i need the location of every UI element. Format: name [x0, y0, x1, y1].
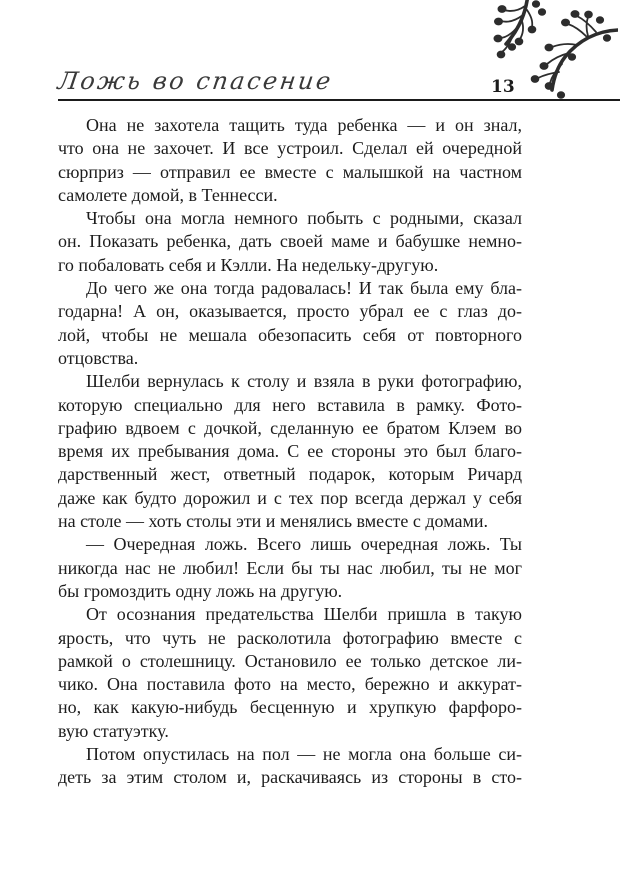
text-line: он. Показать ребенка, дать своей маме и бабушке немно- [58, 231, 522, 252]
paragraph [58, 603, 522, 743]
text-line: но, как какую-нибудь бесценную и хрупкую фарфоро- [58, 697, 522, 718]
text-line: сюрприз — отправил ее вместе с малышкой на частном [58, 161, 522, 182]
text-line: на столе — хоть столы эти и менялись вместе с домами. [58, 511, 488, 532]
paragraph [58, 207, 522, 277]
text-line: го побаловать себя и Кэлли. На недельку-другую. [58, 254, 439, 275]
text-line: что она не захочет. И все устроил. Сделал ей очередной [58, 138, 522, 159]
paragraph [58, 743, 522, 790]
page-number: 13 [491, 77, 515, 97]
running-header [0, 0, 620, 104]
text-line: лой, чтобы не мешала обезопасить себя от повторного [58, 324, 522, 345]
text-line: годарна! А он, оказывается, просто убрал ее с глаз до- [58, 301, 522, 322]
text-line: даже как будто дорожил и с тех пор всегда держал у себя [58, 487, 522, 508]
text-line: вую статуэтку. [58, 720, 169, 741]
text-line: ярость, что чуть не расколотила фотографию вместе с [58, 627, 522, 648]
header-rule [58, 99, 620, 101]
text-line: время их пребывания дома. С ее стороны это был благо- [58, 441, 522, 462]
text-line: дарственный жест, ответный подарок, которым Ричард [58, 464, 522, 485]
text-line: Потом опустилась на пол — не могла она больше си- [86, 744, 522, 765]
text-line: которую специально для него вставила в рамку. Фото- [58, 394, 522, 415]
text-line: рамкой о столешницу. Остановило ее только детское ли- [58, 650, 522, 671]
running-title: Ложь во спасение [56, 67, 335, 95]
text-line: деть за этим столом и, раскачиваясь из стороны в сто- [58, 767, 522, 788]
text-line: Чтобы она могла немного побыть с родными, сказал [86, 208, 522, 229]
paragraph [58, 114, 522, 207]
paragraph [58, 533, 522, 603]
text-line: отцовства. [58, 347, 139, 368]
page-body [58, 114, 522, 790]
paragraph [58, 370, 522, 533]
paragraph [58, 277, 522, 370]
text-line: — Очередная ложь. Всего лишь очередная ложь. Ты [86, 534, 522, 555]
text-line: бы громоздить одну ложь на другую. [58, 580, 343, 601]
text-line: До чего же она тогда радовалась! И так была ему бла- [86, 278, 522, 299]
text-line: самолете домой, в Теннесси. [58, 184, 278, 205]
text-line: Шелби вернулась к столу и взяла в руки фотографию, [86, 371, 522, 392]
text-line: чико. Она поставила фото на место, бережно и аккурат- [58, 674, 522, 695]
text-line: никогда нас не любил! Если бы ты нас любил, ты не мог [58, 557, 522, 578]
text-line: Она не захотела тащить туда ребенка — и он знал, [86, 115, 522, 135]
text-line: От осознания предательства Шелби пришла в такую [86, 604, 522, 625]
text-line: графию вдвоем с дочкой, сделанную ее братом Клэем во [58, 417, 522, 438]
